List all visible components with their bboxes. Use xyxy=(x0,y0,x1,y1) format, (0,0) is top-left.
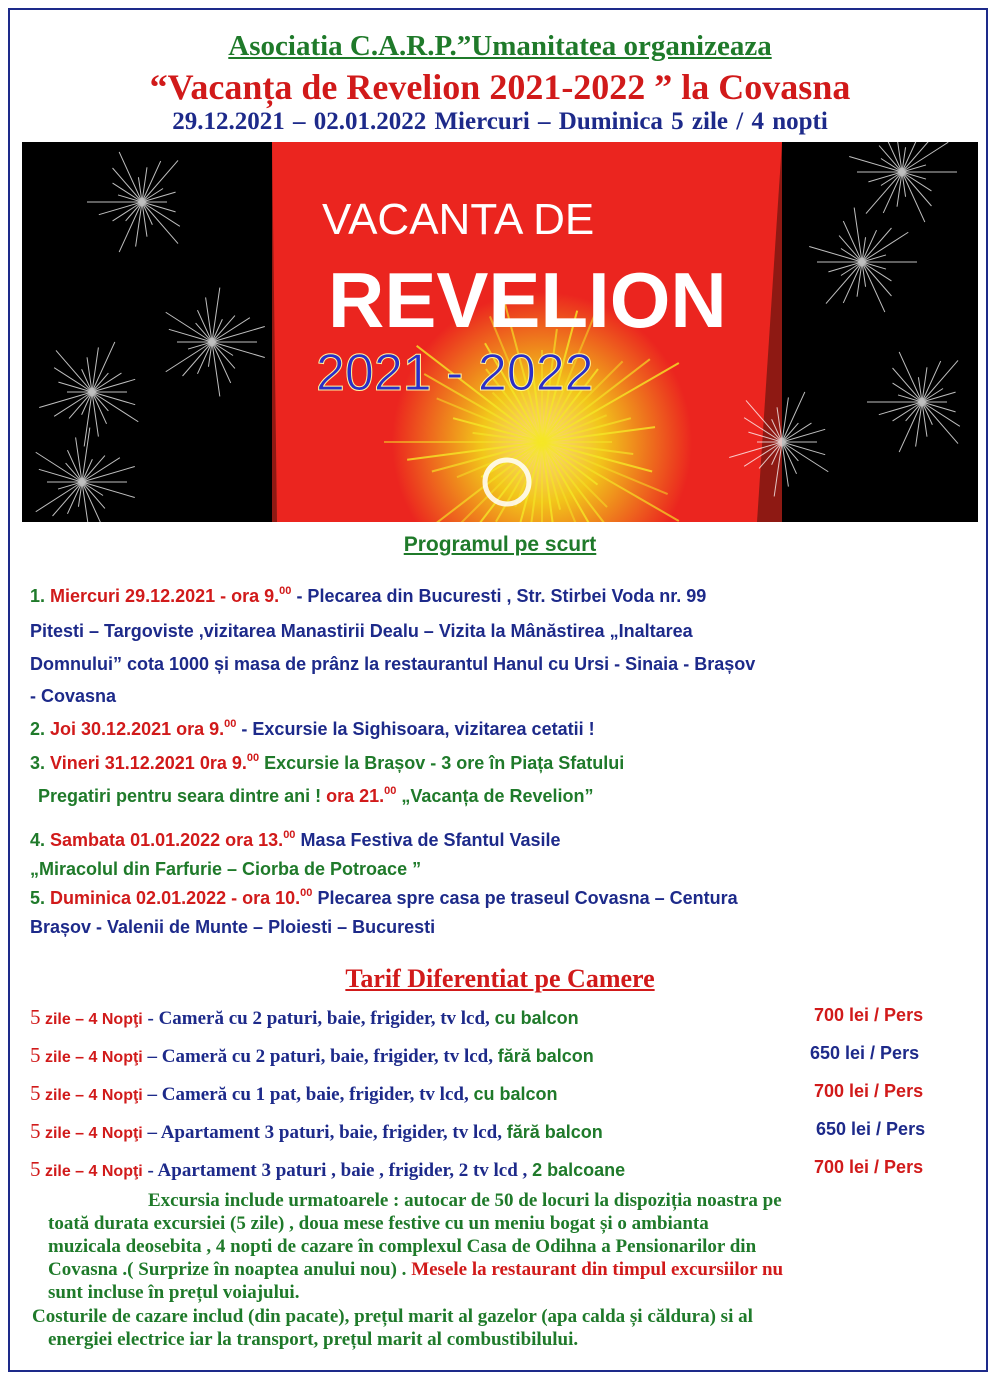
fireworks-image xyxy=(22,142,978,522)
program-day5-line1: 5. Duminica 02.01.2022 - ora 10.00 Plecarea spre casa pe traseul Covasna – Centura xyxy=(30,887,738,908)
footer-line4: Covasna .( Surprize în noaptea anului nou) . Mesele la restaurant din timpul excursiilor nu xyxy=(48,1259,784,1280)
price-row: 5 zile – 4 Nopţi - Apartament 3 paturi , baie , frigider, 2 tv lcd , 2 balcoane 700 lei / Pers xyxy=(30,1157,924,1181)
room-price: 700 lei / Pers xyxy=(814,1157,924,1177)
room-description: Cameră cu 2 paturi, baie, frigider, tv lcd, xyxy=(158,1008,495,1029)
room-description: Cameră cu 1 pat, baie, frigider, tv lcd, xyxy=(161,1084,474,1105)
program-day1-line1: 1. Miercuri 29.12.2021 - ora 9.00 - Plecarea din Bucuresti , Str. Stirbei Voda nr. 99 xyxy=(30,585,707,606)
nights-count: 5 xyxy=(30,1043,41,1067)
stay-duration: zile – 4 Nopţi xyxy=(40,1011,143,1028)
footer-line7: energiei electrice iar la transport, prețul marit al combustibilului. xyxy=(48,1329,579,1350)
organizer-heading: Asociatia C.A.R.P.”Umanitatea organizeaza xyxy=(228,30,772,62)
room-price: 650 lei / Pers xyxy=(816,1119,926,1139)
program-day1-line3: Domnului” cota 1000 și masa de prânz la restaurantul Hanul cu Ursi - Sinaia - Brașov xyxy=(30,654,756,674)
event-dates: 29.12.2021 – 02.01.2022 Miercuri – Duminica 5 zile / 4 nopti xyxy=(172,108,828,135)
balcony-info: cu balcon xyxy=(473,1084,558,1104)
stay-duration: zile – 4 Nopţi xyxy=(40,1049,143,1066)
program-day2: 2. Joi 30.12.2021 ora 9.00 - Excursie la Sighisoara, vizitarea cetatii ! xyxy=(30,718,595,739)
program-day4-line2: „Miracolul din Farfurie – Ciorba de Potroace ” xyxy=(30,859,422,879)
tarif-heading: Tarif Diferentiat pe Camere xyxy=(345,964,655,993)
footer-line3: muzicala deosebita , 4 nopti de cazare în complexul Casa de Odihna a Pensionarilor din xyxy=(48,1236,757,1257)
balcony-info: cu balcon xyxy=(494,1008,579,1028)
stay-duration: zile – 4 Nopţi xyxy=(40,1163,143,1180)
program-day4-line1: 4. Sambata 01.01.2022 ora 13.00 Masa Festiva de Sfantul Vasile xyxy=(30,829,561,850)
room-description: Apartament 3 paturi , baie , frigider, 2 tv lcd , xyxy=(157,1160,533,1181)
balcony-info: 2 balcoane xyxy=(532,1160,626,1180)
program-day3-line1: 3. Vineri 31.12.2021 0ra 9.00 Excursie la Brașov - 3 ore în Piața Sfatului xyxy=(30,752,625,773)
balcony-info: fără balcon xyxy=(497,1046,594,1066)
price-row: 5 zile – 4 Nopţi – Apartament 3 paturi, baie, frigider, tv lcd, fără balcon 650 lei / Pers xyxy=(30,1119,926,1143)
stay-duration: zile – 4 Nopţi xyxy=(40,1087,143,1104)
room-price: 700 lei / Pers xyxy=(814,1081,924,1101)
nights-count: 5 xyxy=(30,1119,41,1143)
event-banner xyxy=(22,142,978,522)
room-description: Apartament 3 paturi, baie, frigider, tv lcd, xyxy=(160,1122,507,1143)
program-day5-line2: Brașov - Valenii de Munte – Ploiesti – Bucuresti xyxy=(30,917,436,937)
program-day1-line2: Pitesti – Targoviste ,vizitarea Manastirii Dealu – Vizita la Mânăstirea „Inaltarea xyxy=(30,621,693,641)
banner-line2: REVELION xyxy=(328,256,727,344)
balcony-info: fără balcon xyxy=(506,1122,603,1142)
footer-line6: Costurile de cazare includ (din pacate), prețul marit al gazelor (apa calda și căldura) si al xyxy=(32,1306,753,1327)
program-day1-line4: - Covasna xyxy=(30,686,117,706)
nights-count: 5 xyxy=(30,1157,41,1181)
nights-count: 5 xyxy=(30,1081,41,1105)
room-price: 650 lei / Pers xyxy=(810,1043,920,1063)
stay-duration: zile – 4 Nopţi xyxy=(40,1125,143,1142)
banner-line3: 2021 - 2022 xyxy=(316,344,594,402)
price-row: 5 zile – 4 Nopţi - Cameră cu 2 paturi, baie, frigider, tv lcd, cu balcon 700 lei / Pers xyxy=(30,1005,924,1029)
nights-count: 5 xyxy=(30,1005,41,1029)
room-price: 700 lei / Pers xyxy=(814,1005,924,1025)
program-day3-line2: Pregatiri pentru seara dintre ani ! ora 21.00 „Vacanța de Revelion” xyxy=(38,785,594,806)
footer-line5: sunt incluse în prețul voiajului. xyxy=(48,1282,300,1303)
footer-line2: toată durata excursiei (5 zile) , doua mese festive cu un meniu bogat și o ambianta xyxy=(48,1213,709,1234)
footer-line1: Excursia include urmatoarele : autocar de 50 de locuri la dispoziția noastra pe xyxy=(148,1190,782,1211)
program-heading: Programul pe scurt xyxy=(403,533,597,556)
price-row: 5 zile – 4 Nopţi – Cameră cu 2 paturi, baie, frigider, tv lcd, fără balcon 650 lei / Pers xyxy=(30,1043,920,1067)
price-row: 5 zile – 4 Nopţi – Cameră cu 1 pat, baie, frigider, tv lcd, cu balcon 700 lei / Pers xyxy=(30,1081,924,1105)
event-title: “Vacanța de Revelion 2021-2022 ” la Covasna xyxy=(149,67,851,107)
room-description: Cameră cu 2 paturi, baie, frigider, tv lcd, xyxy=(161,1046,498,1067)
banner-line1: VACANTA DE xyxy=(322,195,595,244)
